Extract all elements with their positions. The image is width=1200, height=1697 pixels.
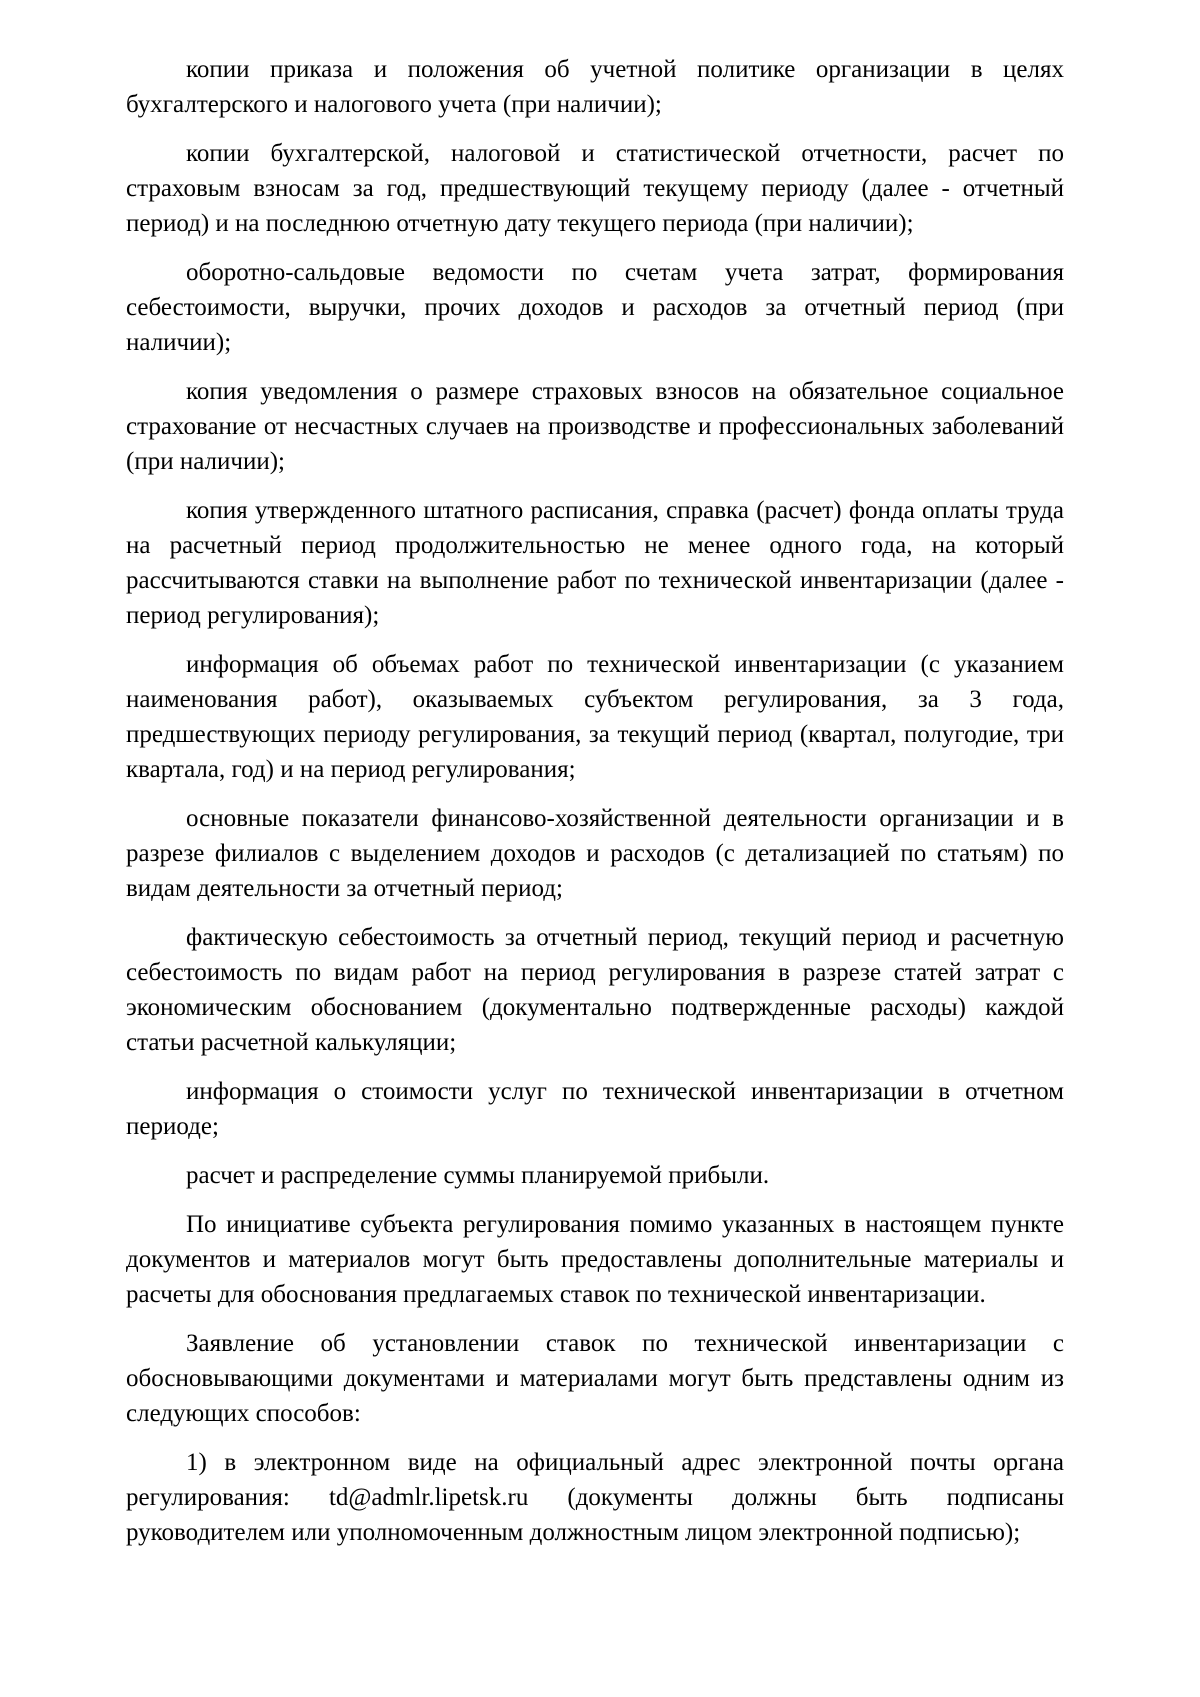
- paragraph-work-volumes: информация об объемах работ по технической инвентаризации (с указанием наименования работ), оказываемых субъектом регулирования, за 3 года, предшествующих периоду регулирования, за текущий период (квартал, полугодие, три квартала, год) и на период регулирования;: [126, 651, 1064, 783]
- paragraph-trial-balance: оборотно-сальдовые ведомости по счетам учета затрат, формирования себестоимости, выручки, прочих доходов и расходов за отчетный период (при наличии);: [126, 259, 1064, 356]
- paragraph-insurance-notice: копия уведомления о размере страховых взносов на обязательное социальное страхование от несчастных случаев на производстве и профессиональных заболеваний (при наличии);: [126, 378, 1064, 475]
- paragraph-electronic-submission: [126, 1445, 1064, 1550]
- electronic-submission-text: 1) в электронном виде на официальный адрес электронной почты органа регулирования:: [126, 1449, 1064, 1511]
- paragraph-financial-indicators: основные показатели финансово-хозяйственной деятельности организации и в разрезе филиалов с выделением доходов и расходов (с детализацией по статьям) по видам деятельности за отчетный период;: [126, 805, 1064, 902]
- paragraph-accounting-policy: копии приказа и положения об учетной политике организации в целях бухгалтерского и налогового учета (при наличии);: [126, 56, 1064, 118]
- document-body: [126, 52, 1064, 1564]
- electronic-submission-note: (документы должны быть подписаны руководителем или уполномоченным должностным лицом электронной подписью);: [126, 1484, 1064, 1546]
- paragraph-submission-methods: Заявление об установлении ставок по технической инвентаризации с обосновывающими документами и материалами могут быть представлены одним из следующих способов:: [126, 1330, 1064, 1427]
- paragraph-reporting-copies: копии бухгалтерской, налоговой и статистической отчетности, расчет по страховым взносам за год, предшествующий текущему периоду (далее - отчетный период) и на последнюю отчетную дату текущего периода (при наличии);: [126, 140, 1064, 237]
- paragraph-planned-profit: расчет и распределение суммы планируемой прибыли.: [186, 1162, 770, 1189]
- paragraph-staff-schedule: копия утвержденного штатного расписания, справка (расчет) фонда оплаты труда на расчетный период продолжительностью не менее одного года, на который рассчитываются ставки на выполнение работ по технической инвентаризации (далее - период регулирования);: [126, 497, 1064, 629]
- regulator-email-link[interactable]: td@admlr.lipetsk.ru: [328, 1484, 529, 1511]
- paragraph-additional-materials: По инициативе субъекта регулирования помимо указанных в настоящем пункте документов и материалов могут быть предоставлены дополнительные материалы и расчеты для обоснования предлагаемых ставок по технической инвентаризации.: [126, 1211, 1064, 1308]
- paragraph-actual-cost: фактическую себестоимость за отчетный период, текущий период и расчетную себестоимость по видам работ на период регулирования в разрезе статей затрат с экономическим обоснованием (документально подтвержденные расходы) каждой статьи расчетной калькуляции;: [126, 924, 1064, 1056]
- paragraph-service-cost: информация о стоимости услуг по технической инвентаризации в отчетном периоде;: [126, 1078, 1064, 1140]
